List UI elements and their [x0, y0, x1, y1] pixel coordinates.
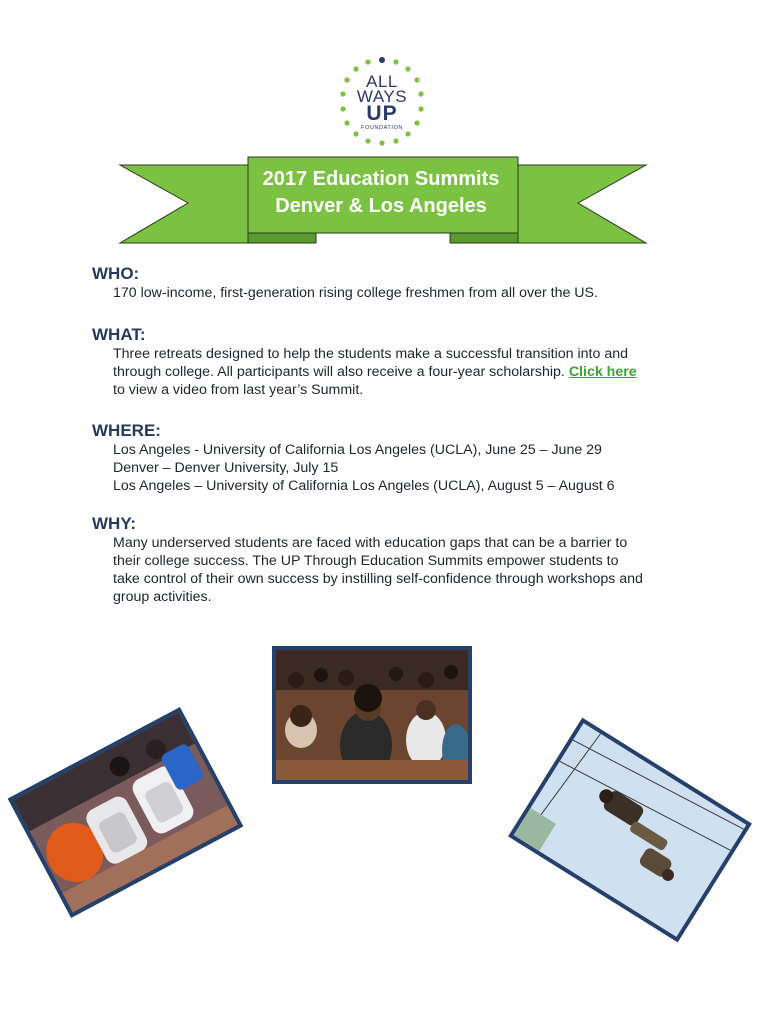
logo-line-up: UP [366, 102, 398, 125]
banner-title-line1: 2017 Education Summits [262, 168, 500, 190]
photo-ropes-course-image [514, 723, 747, 937]
logo-line-ways: WAYS [356, 87, 408, 106]
banner-title-line2: Denver & Los Angeles [275, 195, 487, 217]
section-who-body [113, 284, 692, 302]
click-here-link[interactable]: Click here [568, 364, 637, 380]
what-line-3: to view a video from last year’s Summit. [113, 382, 364, 398]
section-what-body [113, 345, 692, 399]
why-line-2: their college success. The UP Through Education Summits empower students to [113, 553, 619, 569]
logo-line-all: ALL [366, 72, 398, 91]
photo-students-audience [272, 646, 472, 784]
photo-students-backpacks-image [13, 713, 238, 913]
why-line-1: Many underserved students are faced with education gaps that can be a barrier to [113, 535, 628, 551]
why-line-3: take control of their own success by instilling self-confidence through workshops and [113, 571, 643, 587]
section-why-body [113, 534, 692, 606]
section-where-body [113, 441, 692, 495]
logo-line-foundation: FOUNDATION [361, 125, 403, 131]
section-what-heading: WHAT: [92, 325, 146, 344]
section-what [92, 325, 692, 399]
photo-students-audience-image [276, 650, 468, 780]
title-ribbon-banner [118, 155, 648, 247]
where-line-2: Denver – Denver University, July 15 [113, 460, 339, 476]
what-line-2 [113, 363, 692, 381]
section-where [92, 421, 692, 495]
section-why-heading: WHY: [92, 514, 137, 533]
logo-wordmark [332, 74, 432, 131]
why-line-4: group activities. [113, 589, 212, 605]
all-ways-up-logo [332, 52, 432, 152]
what-line-1: Three retreats designed to help the students make a successful transition into and [113, 346, 628, 362]
section-where-heading: WHERE: [92, 421, 161, 440]
section-who [92, 264, 692, 302]
section-who-heading: WHO: [92, 264, 140, 283]
section-why [92, 514, 692, 606]
banner-title [250, 166, 512, 220]
photo-students-backpacks [8, 707, 244, 918]
where-line-1: Los Angeles - University of California Los Angeles (UCLA), June 25 – June 29 [113, 442, 602, 458]
where-line-3: Los Angeles – University of California Los Angeles (UCLA), August 5 – August 6 [113, 478, 615, 494]
what-line-2-text: through college. All participants will also receive a four-year scholarship. [113, 364, 565, 380]
photo-ropes-course [508, 718, 752, 943]
who-line: 170 low-income, first-generation rising college freshmen from all over the US. [113, 285, 598, 301]
